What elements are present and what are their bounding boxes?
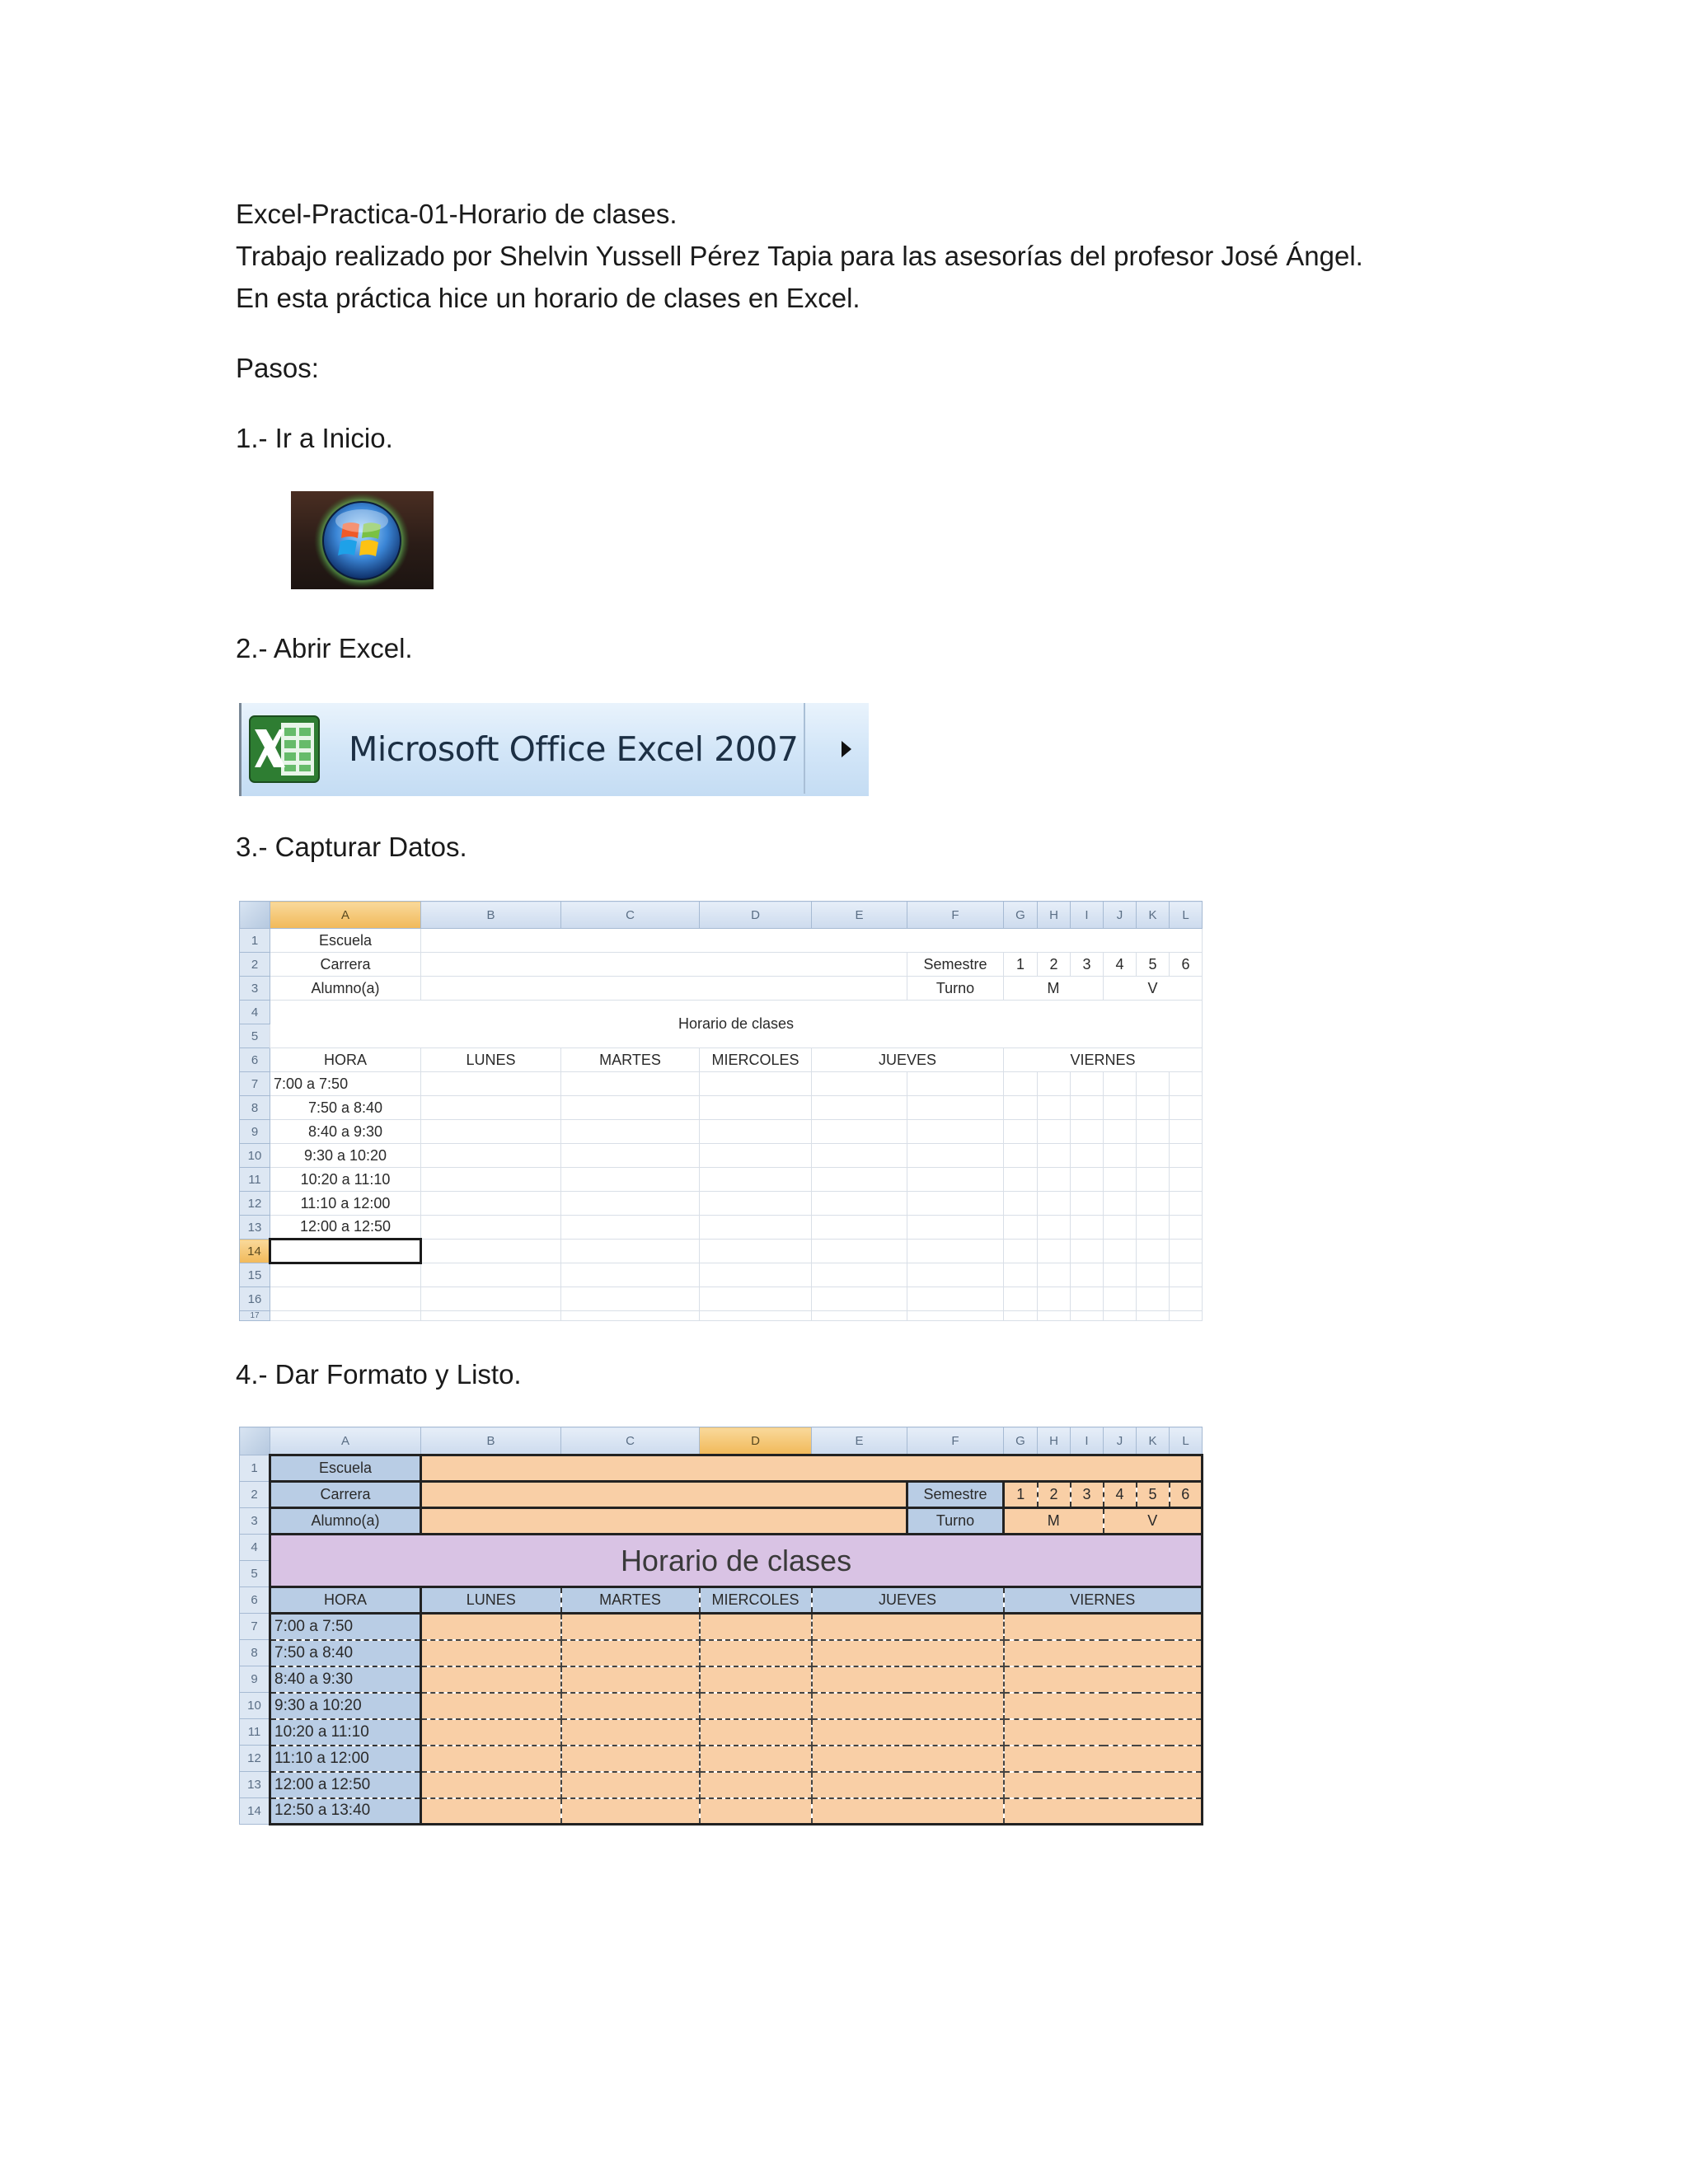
cell-jueves-header[interactable]: JUEVES [812,1048,1004,1072]
cell-hora[interactable]: 8:40 a 9:30 [270,1120,421,1144]
column-header[interactable]: F [907,1427,1004,1455]
column-header[interactable]: B [421,1427,561,1455]
cell-lunes-header[interactable]: LUNES [421,1048,561,1072]
cell-semestre-1[interactable]: 1 [1004,1482,1038,1508]
document-title: Excel-Practica-01-Horario de clases. [236,199,678,229]
column-header[interactable]: A [270,902,421,929]
cell-miercoles-header[interactable]: MIERCOLES [700,1587,812,1614]
cell-carrera-label[interactable]: Carrera [270,1482,421,1508]
column-header[interactable]: H [1038,1427,1071,1455]
row-header[interactable]: 3 [240,1508,270,1535]
cell-hora-header[interactable]: HORA [270,1048,421,1072]
row-header[interactable]: 7 [240,1614,270,1640]
cell-hora[interactable]: 10:20 a 11:10 [270,1719,421,1746]
row-header[interactable]: 2 [240,953,270,977]
cell-semestre-3[interactable]: 3 [1071,953,1104,977]
row-header[interactable]: 7 [240,1072,270,1096]
cell-semestre-6[interactable]: 6 [1170,1482,1203,1508]
cell-miercoles-header[interactable]: MIERCOLES [700,1048,812,1072]
column-header[interactable]: F [907,902,1004,929]
column-header[interactable]: I [1071,1427,1104,1455]
cell-semestre-2[interactable]: 2 [1038,953,1071,977]
cell-hora[interactable]: 12:50 a 13:40 [270,1798,421,1825]
cell-viernes-header[interactable]: VIERNES [1004,1048,1203,1072]
cell-viernes-header[interactable]: VIERNES [1004,1587,1203,1614]
cell-hora[interactable]: 11:10 a 12:00 [270,1192,421,1216]
column-header[interactable]: G [1004,1427,1038,1455]
cell-semestre-1[interactable]: 1 [1004,953,1038,977]
row-header[interactable]: 5 [240,1561,270,1587]
row-header[interactable]: 13 [240,1216,270,1240]
cell-hora[interactable]: 7:00 a 7:50 [270,1072,421,1096]
cell-lunes-header[interactable]: LUNES [421,1587,561,1614]
cell-martes-header[interactable]: MARTES [561,1587,700,1614]
cell-semestre-2[interactable]: 2 [1038,1482,1071,1508]
column-header[interactable]: C [561,1427,700,1455]
cell-alumno-label[interactable]: Alumno(a) [270,1508,421,1535]
row-header[interactable]: 15 [240,1263,270,1287]
row-header[interactable]: 4 [240,1001,270,1024]
triangle-right-icon[interactable] [835,733,858,766]
cell-escuela-label[interactable]: Escuela [270,1455,421,1482]
cell-title[interactable]: Horario de clases [270,1001,1203,1048]
cell-escuela-label[interactable]: Escuela [270,929,421,953]
row-header[interactable]: 12 [240,1192,270,1216]
step-1: 1.- Ir a Inicio. [236,423,393,453]
row-header[interactable]: 10 [240,1144,270,1168]
cell-semestre-3[interactable]: 3 [1071,1482,1104,1508]
cell-hora-header[interactable]: HORA [270,1587,421,1614]
column-header[interactable]: L [1170,902,1203,929]
excel-launcher-button[interactable] [239,703,869,796]
cell-turno-m[interactable]: M [1004,1508,1104,1535]
cell-escuela-value[interactable] [421,1455,1203,1482]
row-header[interactable]: 8 [240,1096,270,1120]
column-header[interactable]: K [1137,1427,1170,1455]
description-line: En esta práctica hice un horario de clases en Excel. [236,283,860,313]
row-header[interactable]: 3 [240,977,270,1001]
cell-title[interactable]: Horario de clases [270,1535,1203,1587]
cell-semestre-label[interactable]: Semestre [907,1482,1004,1508]
row-header[interactable]: 12 [240,1746,270,1772]
cell-empty[interactable] [421,929,1203,953]
column-header[interactable]: J [1104,1427,1137,1455]
select-all-corner[interactable] [240,1427,270,1455]
column-header[interactable]: K [1137,902,1170,929]
cell-empty[interactable] [421,977,907,1001]
row-header[interactable]: 11 [240,1168,270,1192]
cell-hora[interactable]: 7:00 a 7:50 [270,1614,421,1640]
cell-hora[interactable]: 12:00 a 12:50 [270,1216,421,1240]
row-header[interactable]: 4 [240,1535,270,1561]
cell-alumno-value[interactable] [421,1508,907,1535]
excel-launcher-label: Microsoft Office Excel 2007 [349,729,799,769]
row-header[interactable]: 14 [240,1798,270,1825]
row-header[interactable]: 1 [240,1455,270,1482]
cell-turno-label[interactable]: Turno [907,1508,1004,1535]
cell-turno-v[interactable]: V [1104,1508,1203,1535]
author-line: Trabajo realizado por Shelvin Yussell Pérez Tapia para las asesorías del profesor José Ángel. [236,241,1363,271]
cell-martes-header[interactable]: MARTES [561,1048,700,1072]
row-header[interactable]: 6 [240,1587,270,1614]
excel-icon [248,713,321,785]
cell-turno-label[interactable]: Turno [907,977,1004,1001]
cell-hora[interactable]: 11:10 a 12:00 [270,1746,421,1772]
column-header[interactable]: D [700,1427,812,1455]
column-header[interactable]: C [561,902,700,929]
column-header[interactable]: J [1104,902,1137,929]
step-4: 4.- Dar Formato y Listo. [236,1359,522,1390]
cell-carrera-value[interactable] [421,1482,907,1508]
cell-hora[interactable]: 8:40 a 9:30 [270,1666,421,1693]
cell-semestre-4[interactable]: 4 [1104,1482,1137,1508]
row-header[interactable]: 17 [240,1311,270,1321]
cell-hora[interactable]: 7:50 a 8:40 [270,1096,421,1120]
column-header[interactable]: I [1071,902,1104,929]
row-header[interactable]: 1 [240,929,270,953]
row-header[interactable]: 13 [240,1772,270,1798]
row-header[interactable]: 8 [240,1640,270,1666]
column-header[interactable]: E [812,1427,907,1455]
cell-alumno-label[interactable]: Alumno(a) [270,977,421,1001]
row-header[interactable]: 9 [240,1666,270,1693]
cell-hora[interactable]: 10:20 a 11:10 [270,1168,421,1192]
column-header[interactable]: H [1038,902,1071,929]
cell-semestre-5[interactable]: 5 [1137,1482,1170,1508]
row-header[interactable]: 14 [240,1240,270,1263]
step-3: 3.- Capturar Datos. [236,832,467,862]
cell-semestre-6[interactable]: 6 [1170,953,1203,977]
spreadsheet-capture [239,901,1202,1321]
column-header[interactable]: B [421,902,561,929]
cell-semestre-label[interactable]: Semestre [907,953,1004,977]
select-all-corner[interactable] [240,902,270,929]
row-header[interactable]: 11 [240,1719,270,1746]
row-header[interactable]: 6 [240,1048,270,1072]
cell-hora[interactable]: 9:30 a 10:20 [270,1144,421,1168]
cell-turno-m[interactable]: M [1004,977,1104,1001]
cell-empty[interactable] [421,953,907,977]
row-header[interactable]: 9 [240,1120,270,1144]
step-2: 2.- Abrir Excel. [236,633,413,663]
cell-jueves-header[interactable]: JUEVES [812,1587,1004,1614]
cell-semestre-4[interactable]: 4 [1104,953,1137,977]
cell-hora[interactable]: 7:50 a 8:40 [270,1640,421,1666]
row-header[interactable]: 10 [240,1693,270,1719]
row-header[interactable]: 2 [240,1482,270,1508]
column-header[interactable]: A [270,1427,421,1455]
steps-heading: Pasos: [236,353,319,383]
cell-semestre-5[interactable]: 5 [1137,953,1170,977]
cell-carrera-label[interactable]: Carrera [270,953,421,977]
active-cell[interactable] [270,1240,421,1263]
cell-hora[interactable]: 9:30 a 10:20 [270,1693,421,1719]
column-header[interactable]: G [1004,902,1038,929]
row-header[interactable]: 5 [240,1024,270,1048]
cell-turno-v[interactable]: V [1104,977,1203,1001]
column-header[interactable]: L [1170,1427,1203,1455]
spreadsheet-formatted [239,1427,1202,1825]
column-header[interactable]: E [812,902,907,929]
column-header[interactable]: D [700,902,812,929]
windows-start-orb-icon [291,491,434,589]
row-header[interactable]: 16 [240,1287,270,1311]
cell-hora[interactable]: 12:00 a 12:50 [270,1772,421,1798]
